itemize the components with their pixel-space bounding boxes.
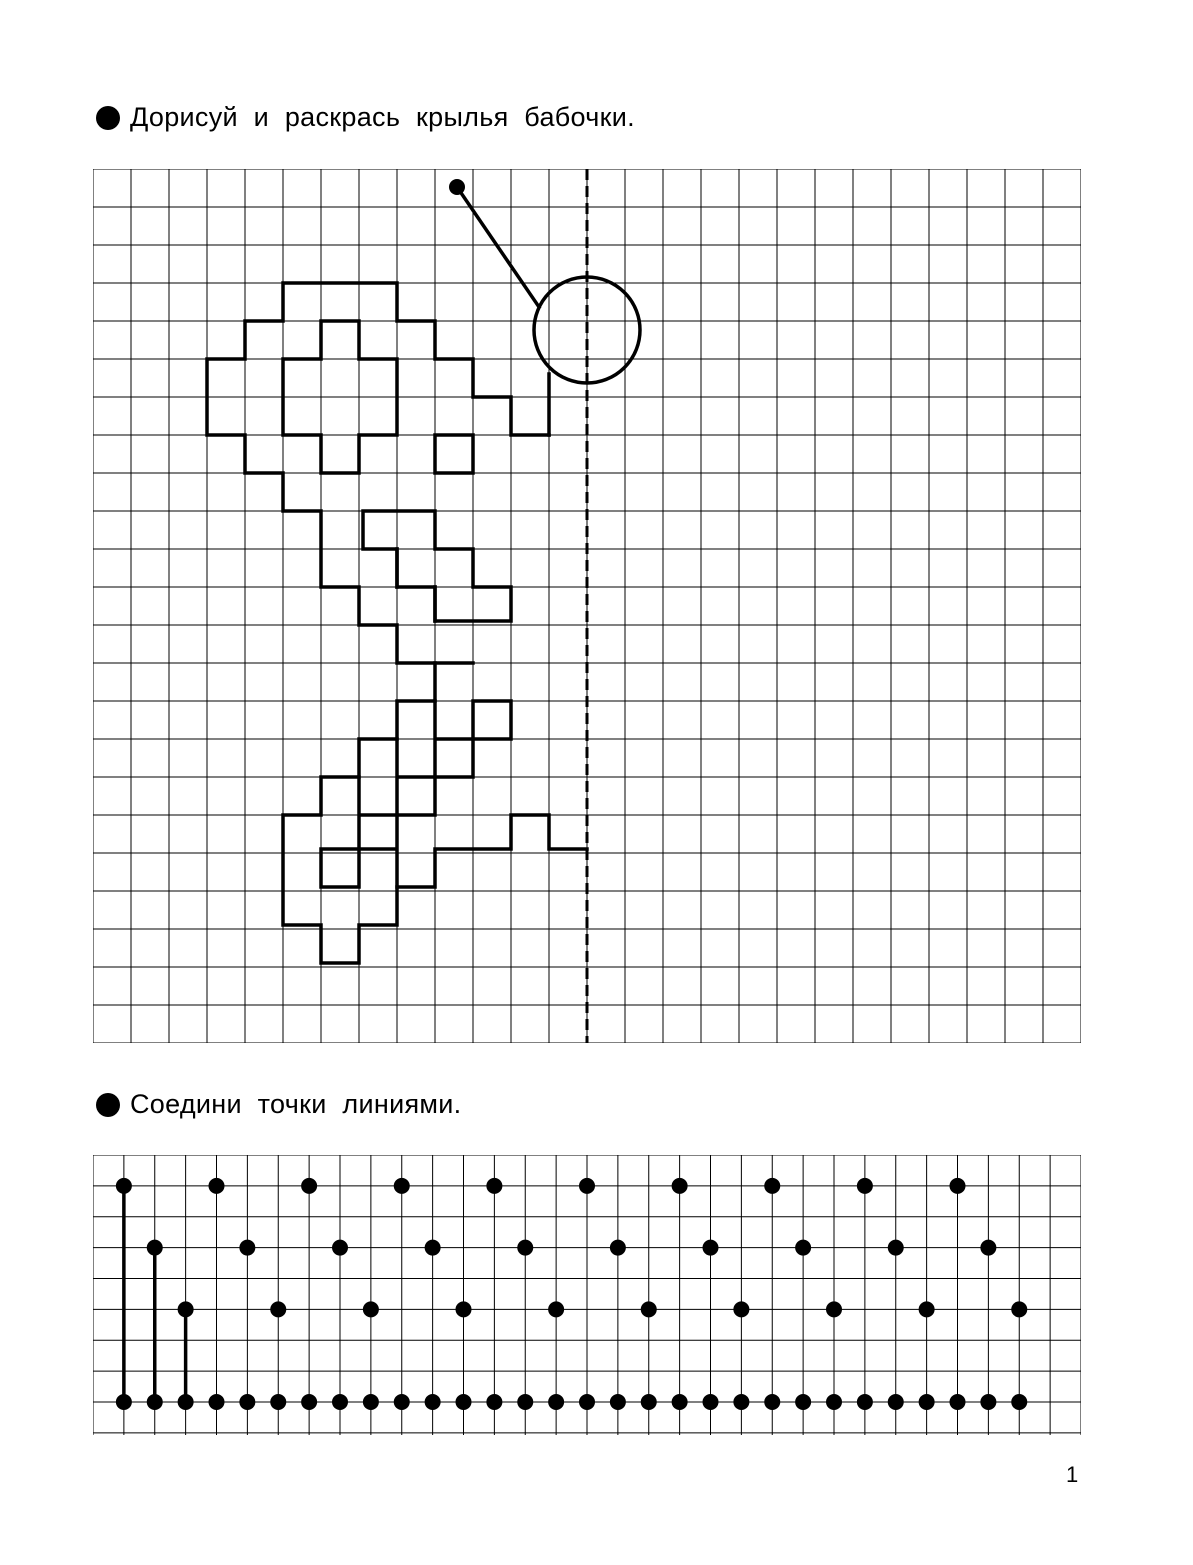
page-number: 1 bbox=[1066, 1462, 1079, 1487]
dot[interactable] bbox=[301, 1394, 317, 1410]
bullet-icon bbox=[96, 106, 120, 130]
dot[interactable] bbox=[363, 1394, 379, 1410]
dot[interactable] bbox=[980, 1394, 996, 1410]
dot[interactable] bbox=[178, 1301, 194, 1317]
dot[interactable] bbox=[486, 1178, 502, 1194]
dot[interactable] bbox=[116, 1178, 132, 1194]
task-2-instruction: Соедини точки линиями. bbox=[130, 1089, 462, 1119]
dot[interactable] bbox=[764, 1178, 780, 1194]
dot[interactable] bbox=[764, 1394, 780, 1410]
dot[interactable] bbox=[795, 1240, 811, 1256]
middle-wing-inner-lines bbox=[397, 549, 435, 621]
dot[interactable] bbox=[147, 1394, 163, 1410]
dot[interactable] bbox=[641, 1394, 657, 1410]
dot[interactable] bbox=[363, 1301, 379, 1317]
dot[interactable] bbox=[826, 1301, 842, 1317]
dot[interactable] bbox=[980, 1240, 996, 1256]
dot[interactable] bbox=[239, 1394, 255, 1410]
dot[interactable] bbox=[548, 1301, 564, 1317]
dot[interactable] bbox=[950, 1394, 966, 1410]
butterfly-half bbox=[207, 187, 640, 963]
dot[interactable] bbox=[1011, 1394, 1027, 1410]
dot[interactable] bbox=[888, 1394, 904, 1410]
dot[interactable] bbox=[733, 1394, 749, 1410]
antenna-tip-dot bbox=[449, 179, 465, 195]
dot[interactable] bbox=[517, 1240, 533, 1256]
grid-lines bbox=[93, 1155, 1081, 1435]
dot[interactable] bbox=[579, 1178, 595, 1194]
dot[interactable] bbox=[332, 1394, 348, 1410]
dot[interactable] bbox=[456, 1301, 472, 1317]
dot[interactable] bbox=[425, 1394, 441, 1410]
dot[interactable] bbox=[332, 1240, 348, 1256]
dot[interactable] bbox=[641, 1301, 657, 1317]
middle-wing-zigzag bbox=[363, 511, 511, 621]
dot[interactable] bbox=[610, 1240, 626, 1256]
dot[interactable] bbox=[919, 1394, 935, 1410]
bullet-icon bbox=[96, 1093, 120, 1117]
dot[interactable] bbox=[950, 1178, 966, 1194]
lower-wing-inner bbox=[321, 701, 511, 887]
dot[interactable] bbox=[703, 1394, 719, 1410]
antenna-line bbox=[457, 187, 539, 307]
dot[interactable] bbox=[672, 1394, 688, 1410]
grid-lines bbox=[93, 169, 1081, 1043]
task-1 bbox=[96, 102, 635, 133]
upper-wing-square bbox=[435, 435, 473, 473]
dot[interactable] bbox=[733, 1301, 749, 1317]
dot[interactable] bbox=[209, 1178, 225, 1194]
dot[interactable] bbox=[270, 1301, 286, 1317]
connect-dots-grid[interactable] bbox=[93, 1155, 1081, 1435]
butterfly-drawing-grid[interactable] bbox=[93, 169, 1081, 1043]
dot[interactable] bbox=[301, 1178, 317, 1194]
dots bbox=[116, 1178, 1027, 1410]
dot[interactable] bbox=[888, 1240, 904, 1256]
dot[interactable] bbox=[919, 1301, 935, 1317]
dot[interactable] bbox=[1011, 1301, 1027, 1317]
dot[interactable] bbox=[703, 1240, 719, 1256]
dot[interactable] bbox=[239, 1240, 255, 1256]
dot[interactable] bbox=[394, 1178, 410, 1194]
dot[interactable] bbox=[826, 1394, 842, 1410]
dot[interactable] bbox=[548, 1394, 564, 1410]
task-1-instruction: Дорисуй и раскрась крылья бабочки. bbox=[130, 102, 635, 132]
dot[interactable] bbox=[270, 1394, 286, 1410]
dot[interactable] bbox=[147, 1240, 163, 1256]
dot[interactable] bbox=[579, 1394, 595, 1410]
dot[interactable] bbox=[209, 1394, 225, 1410]
dot[interactable] bbox=[116, 1394, 132, 1410]
dot[interactable] bbox=[486, 1394, 502, 1410]
dot[interactable] bbox=[857, 1178, 873, 1194]
task-2 bbox=[96, 1089, 461, 1120]
dot[interactable] bbox=[456, 1394, 472, 1410]
dot[interactable] bbox=[672, 1178, 688, 1194]
dot[interactable] bbox=[610, 1394, 626, 1410]
dot[interactable] bbox=[394, 1394, 410, 1410]
dot[interactable] bbox=[795, 1394, 811, 1410]
dot[interactable] bbox=[857, 1394, 873, 1410]
dot[interactable] bbox=[425, 1240, 441, 1256]
dot[interactable] bbox=[178, 1394, 194, 1410]
dot[interactable] bbox=[517, 1394, 533, 1410]
